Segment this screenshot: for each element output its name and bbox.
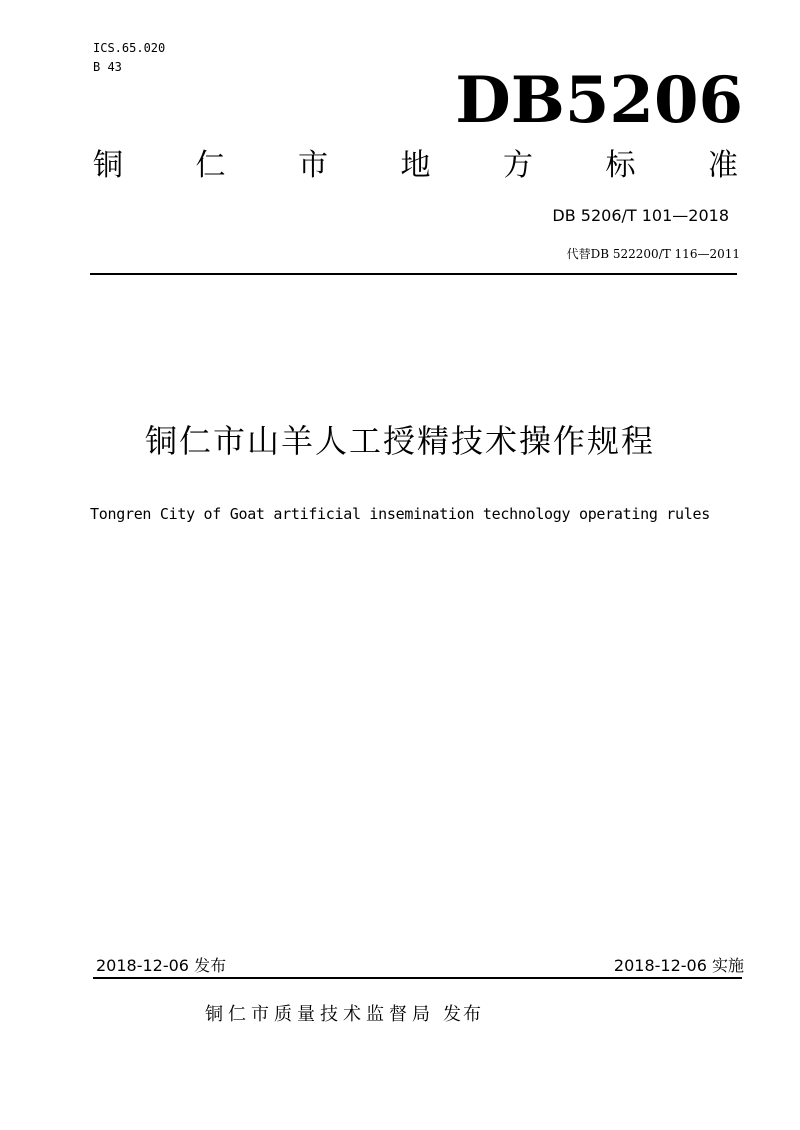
- ccs-code: B 43: [93, 60, 122, 74]
- issuer-organization: 铜仁市质量技术监督局: [205, 1004, 435, 1025]
- standard-number: DB 5206/T 101—2018: [552, 206, 729, 225]
- publish-date: 2018-12-06 发布: [96, 956, 227, 975]
- ics-code: ICS.65.020: [93, 41, 166, 55]
- standard-code-mark: DB5206: [455, 63, 743, 138]
- issuer-line: [205, 1002, 483, 1028]
- document-title-chinese: 铜仁市山羊人工授精技术操作规程: [144, 422, 655, 460]
- standard-type-char: 标: [605, 148, 636, 183]
- header-divider: [90, 273, 737, 275]
- standard-type-char: 仁: [195, 148, 226, 183]
- standard-type-char: 准: [708, 148, 738, 183]
- issuer-action: 发布: [443, 1004, 483, 1025]
- standard-type-char: 方: [503, 148, 533, 183]
- footer-divider: [93, 977, 742, 979]
- standard-type-heading: [93, 144, 738, 188]
- standard-type-char: 地: [400, 148, 431, 183]
- implement-date: 2018-12-06 实施: [613, 956, 744, 975]
- document-title-english: Tongren City of Goat artificial insemination technology operating rules: [90, 505, 710, 523]
- replaces-standard: 代替DB 522200/T 116—2011: [566, 247, 740, 261]
- standard-type-char: 市: [298, 148, 328, 183]
- standard-type-char: 铜: [93, 148, 123, 183]
